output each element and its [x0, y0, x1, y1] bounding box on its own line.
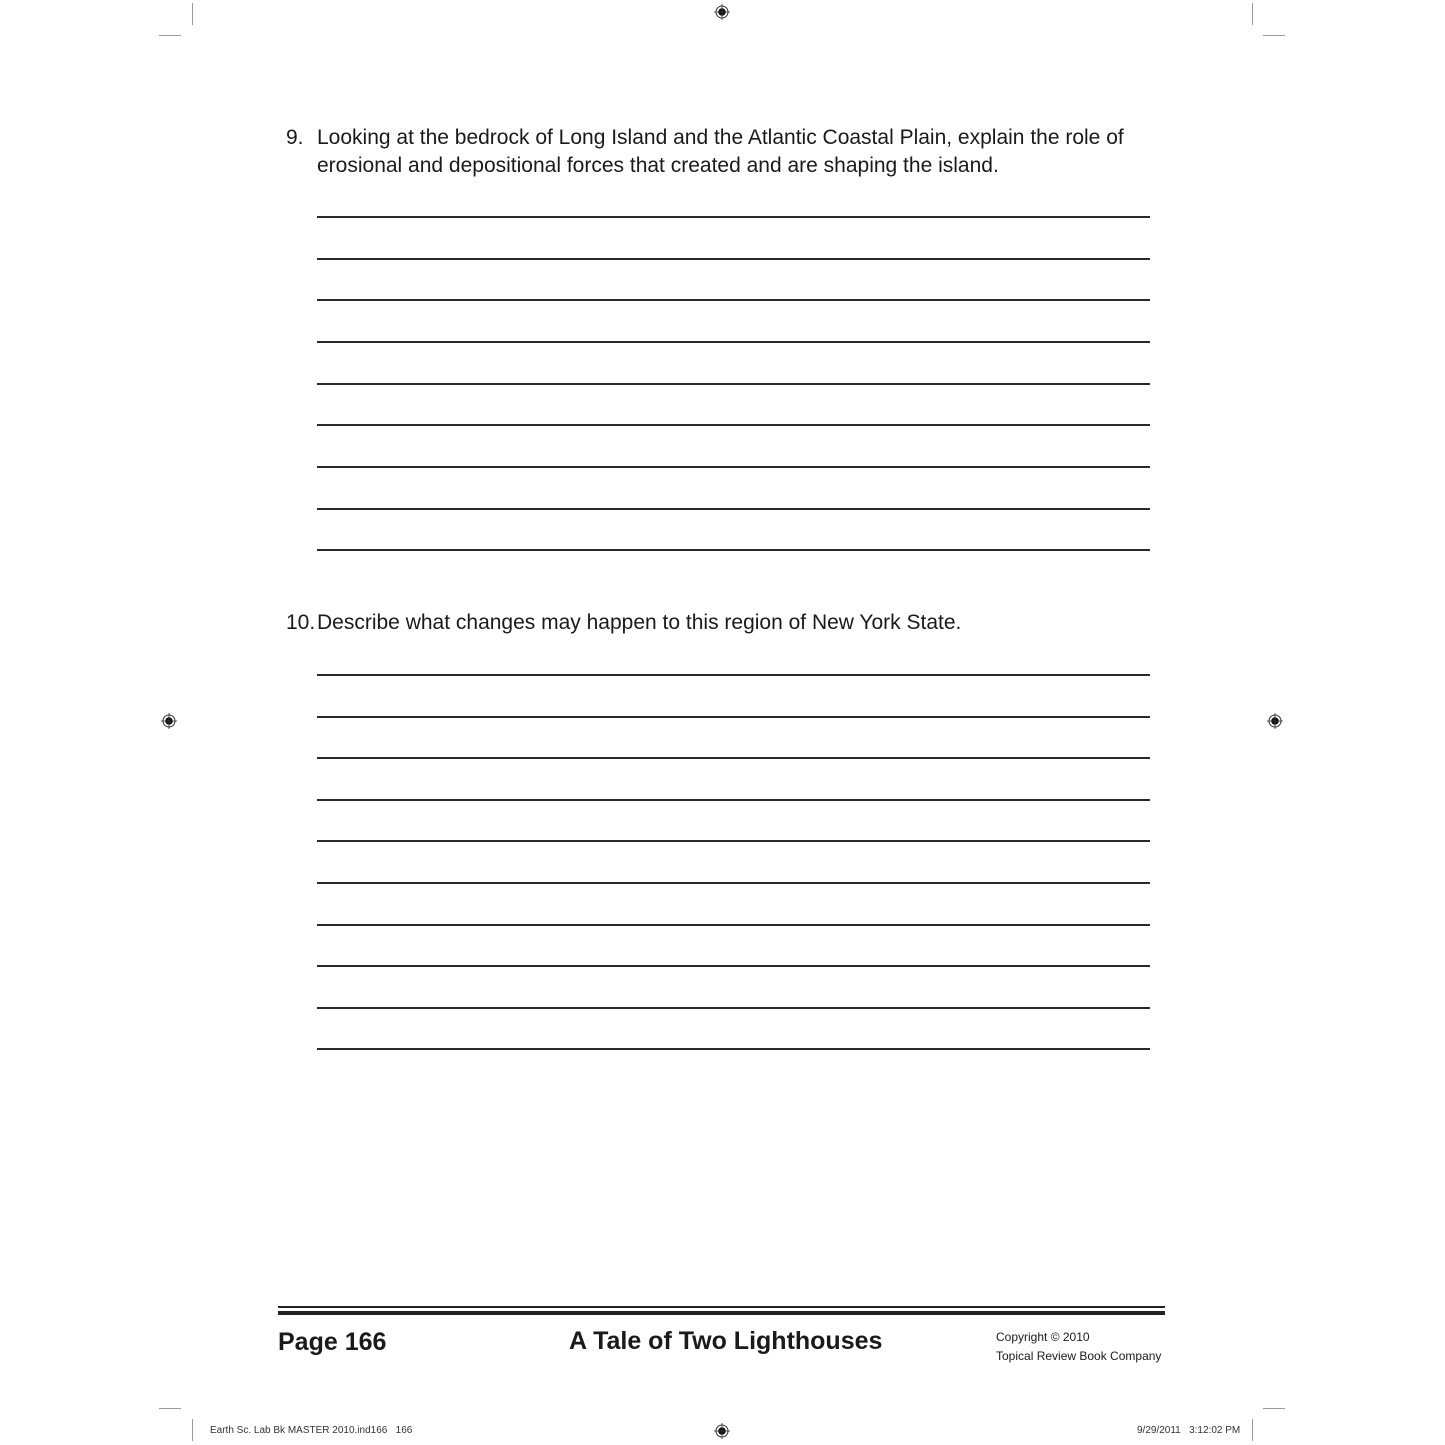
crop-mark-icon: [1252, 3, 1253, 25]
registration-mark-icon: [714, 4, 730, 20]
slug-timestamp: 9/29/2011 3:12:02 PM: [1137, 1425, 1241, 1436]
registration-mark-icon: [714, 1423, 730, 1439]
answer-line[interactable]: [317, 466, 1150, 468]
answer-line[interactable]: [317, 299, 1150, 301]
answer-line[interactable]: [317, 1007, 1150, 1009]
answer-line[interactable]: [317, 799, 1150, 801]
answer-line[interactable]: [317, 965, 1150, 967]
answer-line[interactable]: [317, 258, 1150, 260]
answer-line[interactable]: [317, 424, 1150, 426]
answer-line[interactable]: [317, 341, 1150, 343]
question-text: Describe what changes may happen to this region of New York State.: [317, 611, 962, 634]
answer-line[interactable]: [317, 1048, 1150, 1050]
answer-line[interactable]: [317, 882, 1150, 884]
answer-line[interactable]: [317, 508, 1150, 510]
crop-mark-icon: [192, 3, 193, 25]
footer-rule-thick: [278, 1311, 1165, 1315]
publisher: Topical Review Book Company: [996, 1349, 1162, 1363]
footer-rule-thin: [278, 1306, 1165, 1308]
answer-line[interactable]: [317, 757, 1150, 759]
slug-file: Earth Sc. Lab Bk MASTER 2010.ind166 166: [210, 1425, 413, 1436]
crop-mark-icon: [1263, 1408, 1285, 1409]
registration-mark-icon: [1267, 713, 1283, 729]
answer-line[interactable]: [317, 716, 1150, 718]
question-text: Looking at the bedrock of Long Island and the Atlantic Coastal Plain, explain the role of erosional and depositional forces that created and are shaping the island.: [317, 126, 1124, 177]
page-number: Page 166: [278, 1328, 387, 1356]
crop-mark-icon: [159, 35, 181, 36]
copyright: Copyright © 2010: [996, 1330, 1090, 1344]
crop-mark-icon: [159, 1408, 181, 1409]
answer-line[interactable]: [317, 549, 1150, 551]
answer-line[interactable]: [317, 383, 1150, 385]
answer-line[interactable]: [317, 674, 1150, 676]
registration-mark-icon: [161, 713, 177, 729]
crop-mark-icon: [1263, 35, 1285, 36]
answer-line[interactable]: [317, 216, 1150, 218]
question-number: 10.: [286, 611, 316, 634]
answer-line[interactable]: [317, 924, 1150, 926]
crop-mark-icon: [1252, 1419, 1253, 1441]
crop-mark-icon: [192, 1419, 193, 1441]
answer-line[interactable]: [317, 840, 1150, 842]
page-title: A Tale of Two Lighthouses: [569, 1327, 883, 1355]
question-number: 9.: [286, 126, 304, 149]
